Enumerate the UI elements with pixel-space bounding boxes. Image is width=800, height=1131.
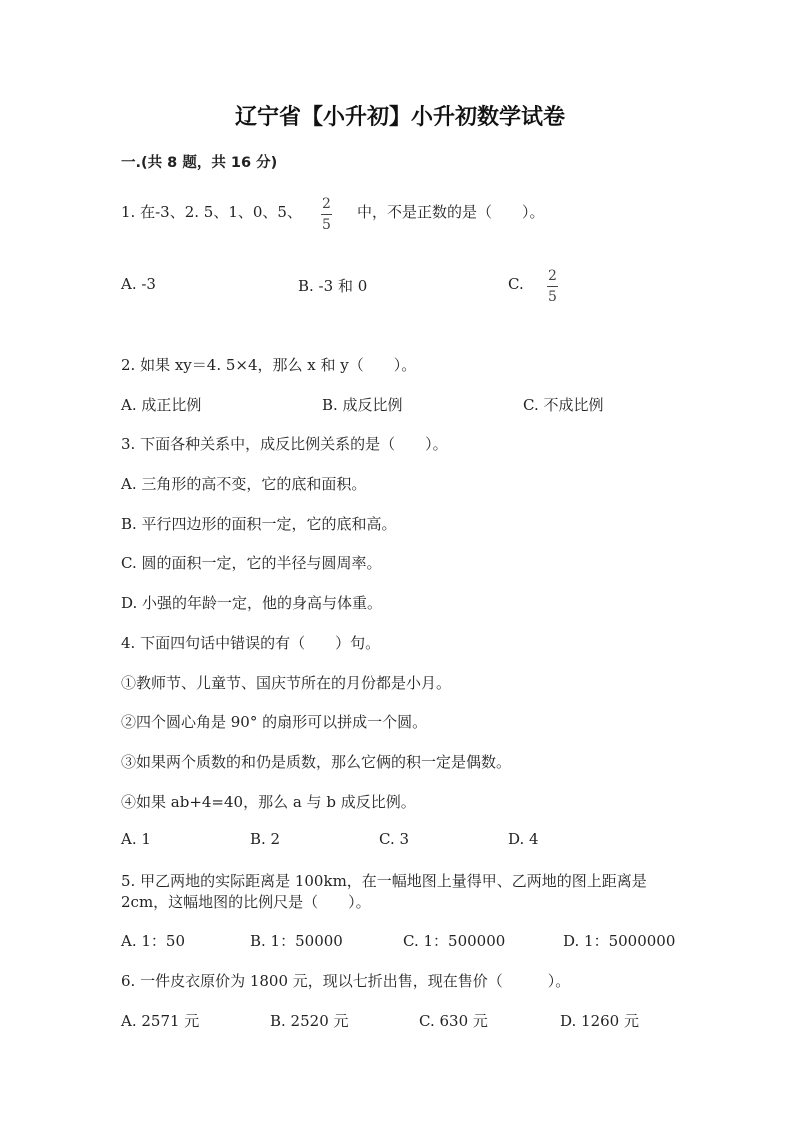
q3-option-c: C. 圆的面积一定，它的半径与圆周率。 [121, 554, 382, 572]
q1-option-a: A. -3 [121, 275, 156, 293]
q1-option-c-numerator: 2 [548, 268, 557, 284]
q5-stem-line-2: 2cm，这幅地图的比例尺是（ ）。 [121, 893, 371, 911]
q1-option-b: B. -3 和 0 [298, 277, 368, 295]
section-header: 一.(共 8 题，共 16 分) [121, 155, 278, 171]
q1-stem-pre: 1. 在-3、2. 5、1、0、5、 [121, 203, 302, 221]
q6-option-a: A. 2571 元 [121, 1012, 200, 1030]
q4-stem: 4. 下面四句话中错误的有（ ）句。 [121, 634, 381, 652]
q6-stem: 6. 一件皮衣原价为 1800 元，现以七折出售，现在售价（ ）。 [121, 972, 571, 990]
exam-title: 辽宁省【小升初】小升初数学试卷 [234, 105, 565, 130]
q3-stem: 3. 下面各种关系中，成反比例关系的是（ ）。 [121, 435, 448, 453]
q4-option-a: A. 1 [121, 830, 151, 848]
q3-option-d: D. 小强的年龄一定，他的身高与体重。 [121, 594, 383, 612]
q5-option-c: C. 1：500000 [403, 932, 506, 950]
q2-stem: 2. 如果 xy＝4. 5×4，那么 x 和 y（ ）。 [121, 356, 417, 374]
q1-stem-post: 中，不是正数的是（ ）。 [357, 203, 545, 221]
q1-option-c-fraction [547, 268, 558, 305]
q2-option-a: A. 成正比例 [121, 396, 202, 414]
q4-option-c: C. 3 [379, 830, 410, 848]
q5-stem-line-1: 5. 甲乙两地的实际距离是 100km，在一幅地图上量得甲、乙两地的图上距离是 [121, 872, 647, 890]
q6-option-d: D. 1260 元 [560, 1012, 639, 1030]
q4-statement-3: ③如果两个质数的和仍是质数，那么它俩的积一定是偶数。 [121, 753, 512, 771]
q1-option-c-fraction-bar [547, 286, 558, 287]
q6-option-b: B. 2520 元 [270, 1012, 349, 1030]
q1-fraction-bar [321, 214, 332, 215]
q2-option-b: B. 成反比例 [322, 396, 403, 414]
q4-option-d: D. 4 [508, 830, 539, 848]
q1-fraction-denominator: 5 [322, 217, 331, 233]
q1-fraction-numerator: 2 [322, 196, 331, 212]
q4-statement-4: ④如果 ab+4=40，那么 a 与 b 成反比例。 [121, 793, 416, 811]
q4-option-b: B. 2 [250, 830, 281, 848]
q4-statement-1: ①教师节、儿童节、国庆节所在的月份都是小月。 [121, 674, 452, 692]
q4-statement-2: ②四个圆心角是 90° 的扇形可以拼成一个圆。 [121, 713, 428, 731]
q3-option-b: B. 平行四边形的面积一定，它的底和高。 [121, 515, 397, 533]
q5-option-a: A. 1：50 [121, 932, 185, 950]
q1-option-c: C. [508, 275, 524, 293]
q6-option-c: C. 630 元 [419, 1012, 488, 1030]
q3-option-a: A. 三角形的高不变，它的底和面积。 [121, 475, 367, 493]
q2-option-c: C. 不成比例 [523, 396, 604, 414]
q5-option-b: B. 1：50000 [250, 932, 343, 950]
q5-option-d: D. 1：5000000 [563, 932, 676, 950]
q1-option-c-denominator: 5 [548, 289, 557, 305]
q1-fraction [321, 196, 332, 233]
